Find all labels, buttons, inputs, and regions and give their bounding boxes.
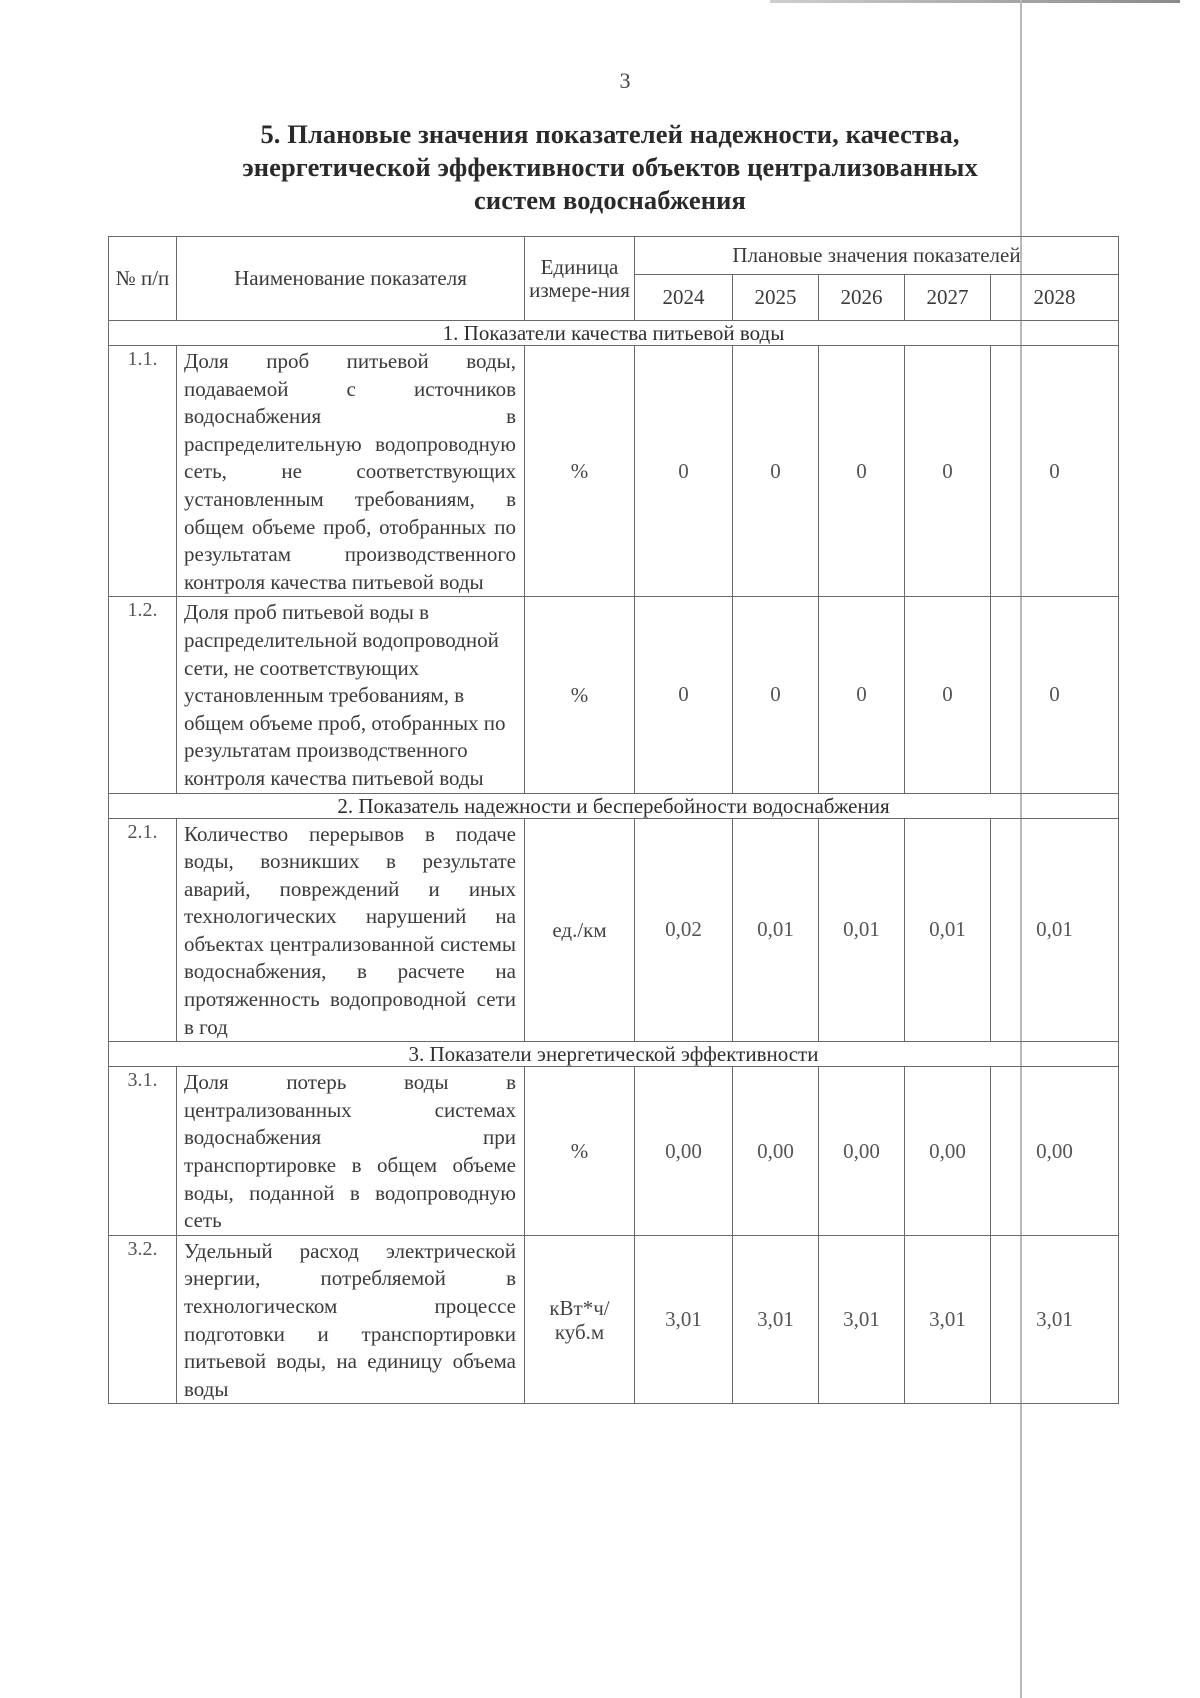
row-number: 3.2.	[109, 1235, 177, 1404]
value-cell: 0	[905, 346, 991, 597]
row-number: 3.1.	[109, 1067, 177, 1236]
value-cell: 3,01	[991, 1235, 1119, 1404]
header-unit: Единица измере-ния	[525, 237, 635, 321]
table-row	[109, 597, 1119, 793]
value-cell: 0	[635, 346, 733, 597]
indicator-name: Доля потерь воды в централизованных системах водоснабжения при транспортировке в общем объеме воды, поданной в водопроводную сеть	[177, 1067, 525, 1236]
section-row	[109, 1042, 1119, 1067]
section-title: 3. Показатели энергетической эффективности	[109, 1042, 1119, 1067]
unit-cell: %	[525, 1067, 635, 1236]
value-cell: 0,01	[733, 818, 819, 1042]
value-cell: 0	[905, 597, 991, 793]
indicator-name: Доля проб питьевой воды, подаваемой с источников водоснабжения в распределительную водопроводную сеть, не соответствующих установленным требованиям, в общем объеме проб, отобранных по результатам производственного контроля качества питьевой воды	[177, 346, 525, 597]
unit-cell: %	[525, 346, 635, 597]
table-row	[109, 818, 1119, 1042]
value-cell: 0	[819, 346, 905, 597]
row-number: 1.2.	[109, 597, 177, 793]
header-year: 2025	[733, 275, 819, 321]
section-title: 2. Показатель надежности и бесперебойности водоснабжения	[109, 793, 1119, 818]
header-year: 2024	[635, 275, 733, 321]
value-cell: 0	[733, 346, 819, 597]
value-cell: 0	[819, 597, 905, 793]
value-cell: 0	[991, 346, 1119, 597]
page-number: 3	[619, 68, 631, 93]
row-number: 2.1.	[109, 818, 177, 1042]
indicator-name: Количество перерывов в подаче воды, возникших в результате аварий, повреждений и иных технологических нарушений на объектах централизованной системы водоснабжения, в расчете на протяженность водопроводной сети в год	[177, 818, 525, 1042]
header-year: 2026	[819, 275, 905, 321]
indicators-table	[108, 236, 1119, 1404]
scan-top-rule	[770, 0, 1180, 3]
value-cell: 3,01	[905, 1235, 991, 1404]
table-row	[109, 346, 1119, 597]
unit-cell: ед./км	[525, 818, 635, 1042]
indicator-name: Удельный расход электрической энергии, потребляемой в технологическом процессе подготовки и транспортировки питьевой воды, на единицу объема воды	[177, 1235, 525, 1404]
value-cell: 0,00	[733, 1067, 819, 1236]
value-cell: 3,01	[819, 1235, 905, 1404]
table-row	[109, 1235, 1119, 1404]
unit-cell: %	[525, 597, 635, 793]
section-row	[109, 321, 1119, 346]
indicator-name: Доля проб питьевой воды в распределительной водопроводной сети, не соответствующих установленным требованиям, в общем объеме проб, отобранных по результатам производственного контроля качества питьевой воды	[177, 597, 525, 793]
value-cell: 3,01	[635, 1235, 733, 1404]
value-cell: 0,02	[635, 818, 733, 1042]
document-title: 5. Плановые значения показателей надежности, качества, энергетической эффективности объектов централизованных систем водоснабжения	[242, 119, 978, 215]
header-plan-values: Плановые значения показателей	[635, 237, 1119, 275]
header-name: Наименование показателя	[177, 237, 525, 321]
value-cell: 0	[991, 597, 1119, 793]
value-cell: 0,00	[819, 1067, 905, 1236]
value-cell: 0,00	[991, 1067, 1119, 1236]
value-cell: 0,01	[819, 818, 905, 1042]
unit-cell: кВт*ч/ куб.м	[525, 1235, 635, 1404]
value-cell: 0	[733, 597, 819, 793]
value-cell: 0,01	[991, 818, 1119, 1042]
value-cell: 3,01	[733, 1235, 819, 1404]
table-row	[109, 1067, 1119, 1236]
header-year: 2027	[905, 275, 991, 321]
section-title: 1. Показатели качества питьевой воды	[109, 321, 1119, 346]
header-num: № п/п	[109, 237, 177, 321]
section-row	[109, 793, 1119, 818]
value-cell: 0,00	[905, 1067, 991, 1236]
header-year: 2028	[991, 275, 1119, 321]
value-cell: 0,00	[635, 1067, 733, 1236]
value-cell: 0	[635, 597, 733, 793]
value-cell: 0,01	[905, 818, 991, 1042]
row-number: 1.1.	[109, 346, 177, 597]
